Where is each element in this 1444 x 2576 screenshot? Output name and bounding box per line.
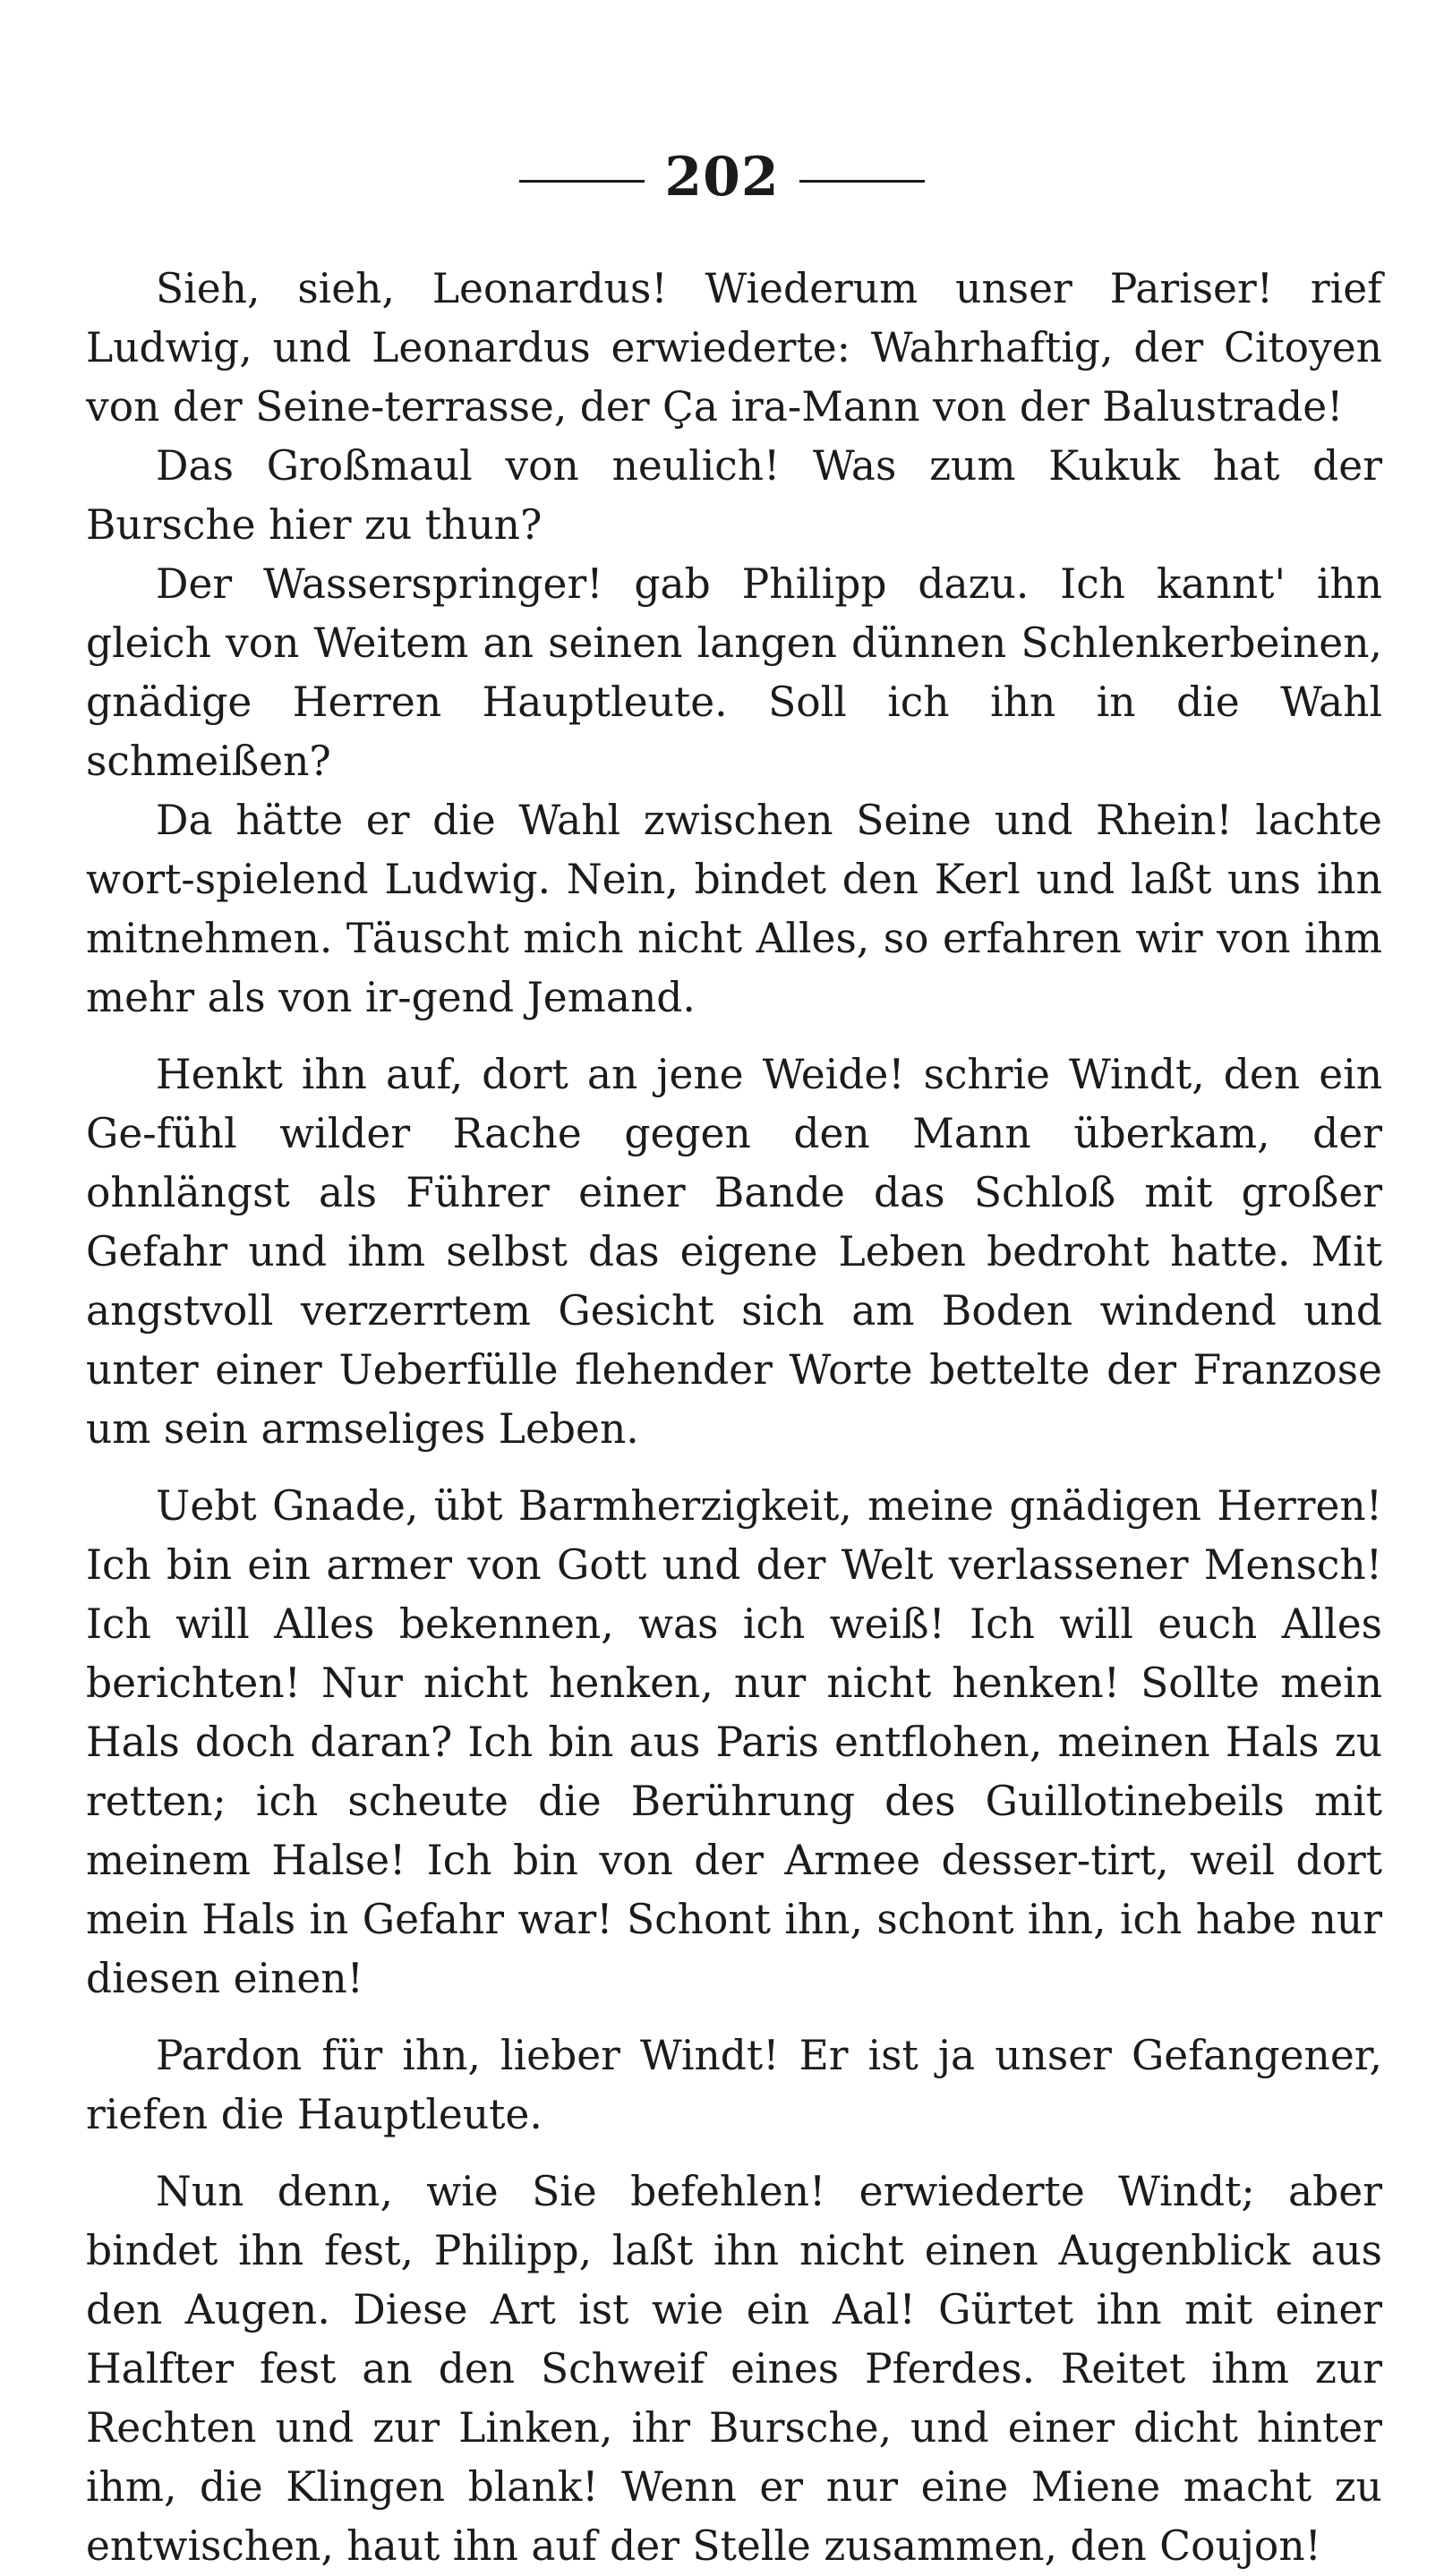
page-header — [0, 146, 1444, 209]
paragraph-1: Sieh, sieh, Leonardus! Wiederum unser Pariser! rief Ludwig, und Leonardus erwiederte: Wahrhaftig, der Citoyen von der Seine-terrasse, der Ça ira-Mann von der Balustrade! — [86, 265, 1382, 431]
paragraph-4: Da hätte er die Wahl zwischen Seine und Rhein! lachte wort-spielend Ludwig. Nein, bindet den Kerl und laßt uns ihn mitnehmen. Täuscht mich nicht Alles, so erfahren wir von ihm mehr als von ir-gend Jemand. — [86, 797, 1382, 1021]
header-dash-left — [519, 180, 645, 183]
paragraph-7: Pardon für ihn, lieber Windt! Er ist ja unser Gefangener, riefen die Hauptleute. — [86, 2032, 1382, 2138]
header-dash-right — [799, 180, 925, 183]
paragraph-6: Uebt Gnade, übt Barmherzigkeit, meine gnädigen Herren! Ich bin ein armer von Gott und der Welt verlassener Mensch! Ich will Alles bekennen, was ich weiß! Ich will euch Alles berichten! Nur nicht henken, nur nicht henken! Sollte mein Hals doch daran? Ich bin aus Paris entflohen, meinen Hals zu retten; ich scheute die Berührung des Guillotinebeils mit meinem Halse! Ich bin von der Armee desser-tirt, weil dort mein Hals in Gefahr war! Schont ihn, schont ihn, ich habe nur diesen einen! — [86, 1482, 1382, 2002]
page-number: 202 — [664, 146, 780, 209]
body-text — [86, 260, 1382, 2576]
paragraph-2: Das Großmaul von neulich! Was zum Kukuk hat der Bursche hier zu thun? — [86, 442, 1382, 549]
paragraph-5: Henkt ihn auf, dort an jene Weide! schrie Windt, den ein Ge-fühl wilder Rache gegen den Mann überkam, der ohnlängst als Führer einer Bande das Schloß mit großer Gefahr und ihm selbst das eigene Leben bedroht hatte. Mit angstvoll verzerrtem Gesicht sich am Boden windend und unter einer Ueberfülle flehender Worte bettelte der Franzose um sein armseliges Leben. — [86, 1051, 1382, 1453]
paragraph-3: Der Wasserspringer! gab Philipp dazu. Ich kannt' ihn gleich von Weitem an seinen langen dünnen Schlenkerbeinen, gnädige Herren Hauptleute. Soll ich ihn in die Wahl schmeißen? — [86, 560, 1382, 785]
paragraph-8: Nun denn, wie Sie befehlen! erwiederte Windt; aber bindet ihn fest, Philipp, laßt ihn nicht einen Augenblick aus den Augen. Diese Art ist wie ein Aal! Gürtet ihn mit einer Halfter fest an den Schweif eines Pferdes. Reitet ihm zur Rechten und zur Linken, ihr Bursche, und einer dicht hinter ihm, die Klingen blank! Wenn er nur eine Miene macht zu entwischen, haut ihn auf der Stelle zusammen, den Coujon! — [86, 2168, 1382, 2570]
